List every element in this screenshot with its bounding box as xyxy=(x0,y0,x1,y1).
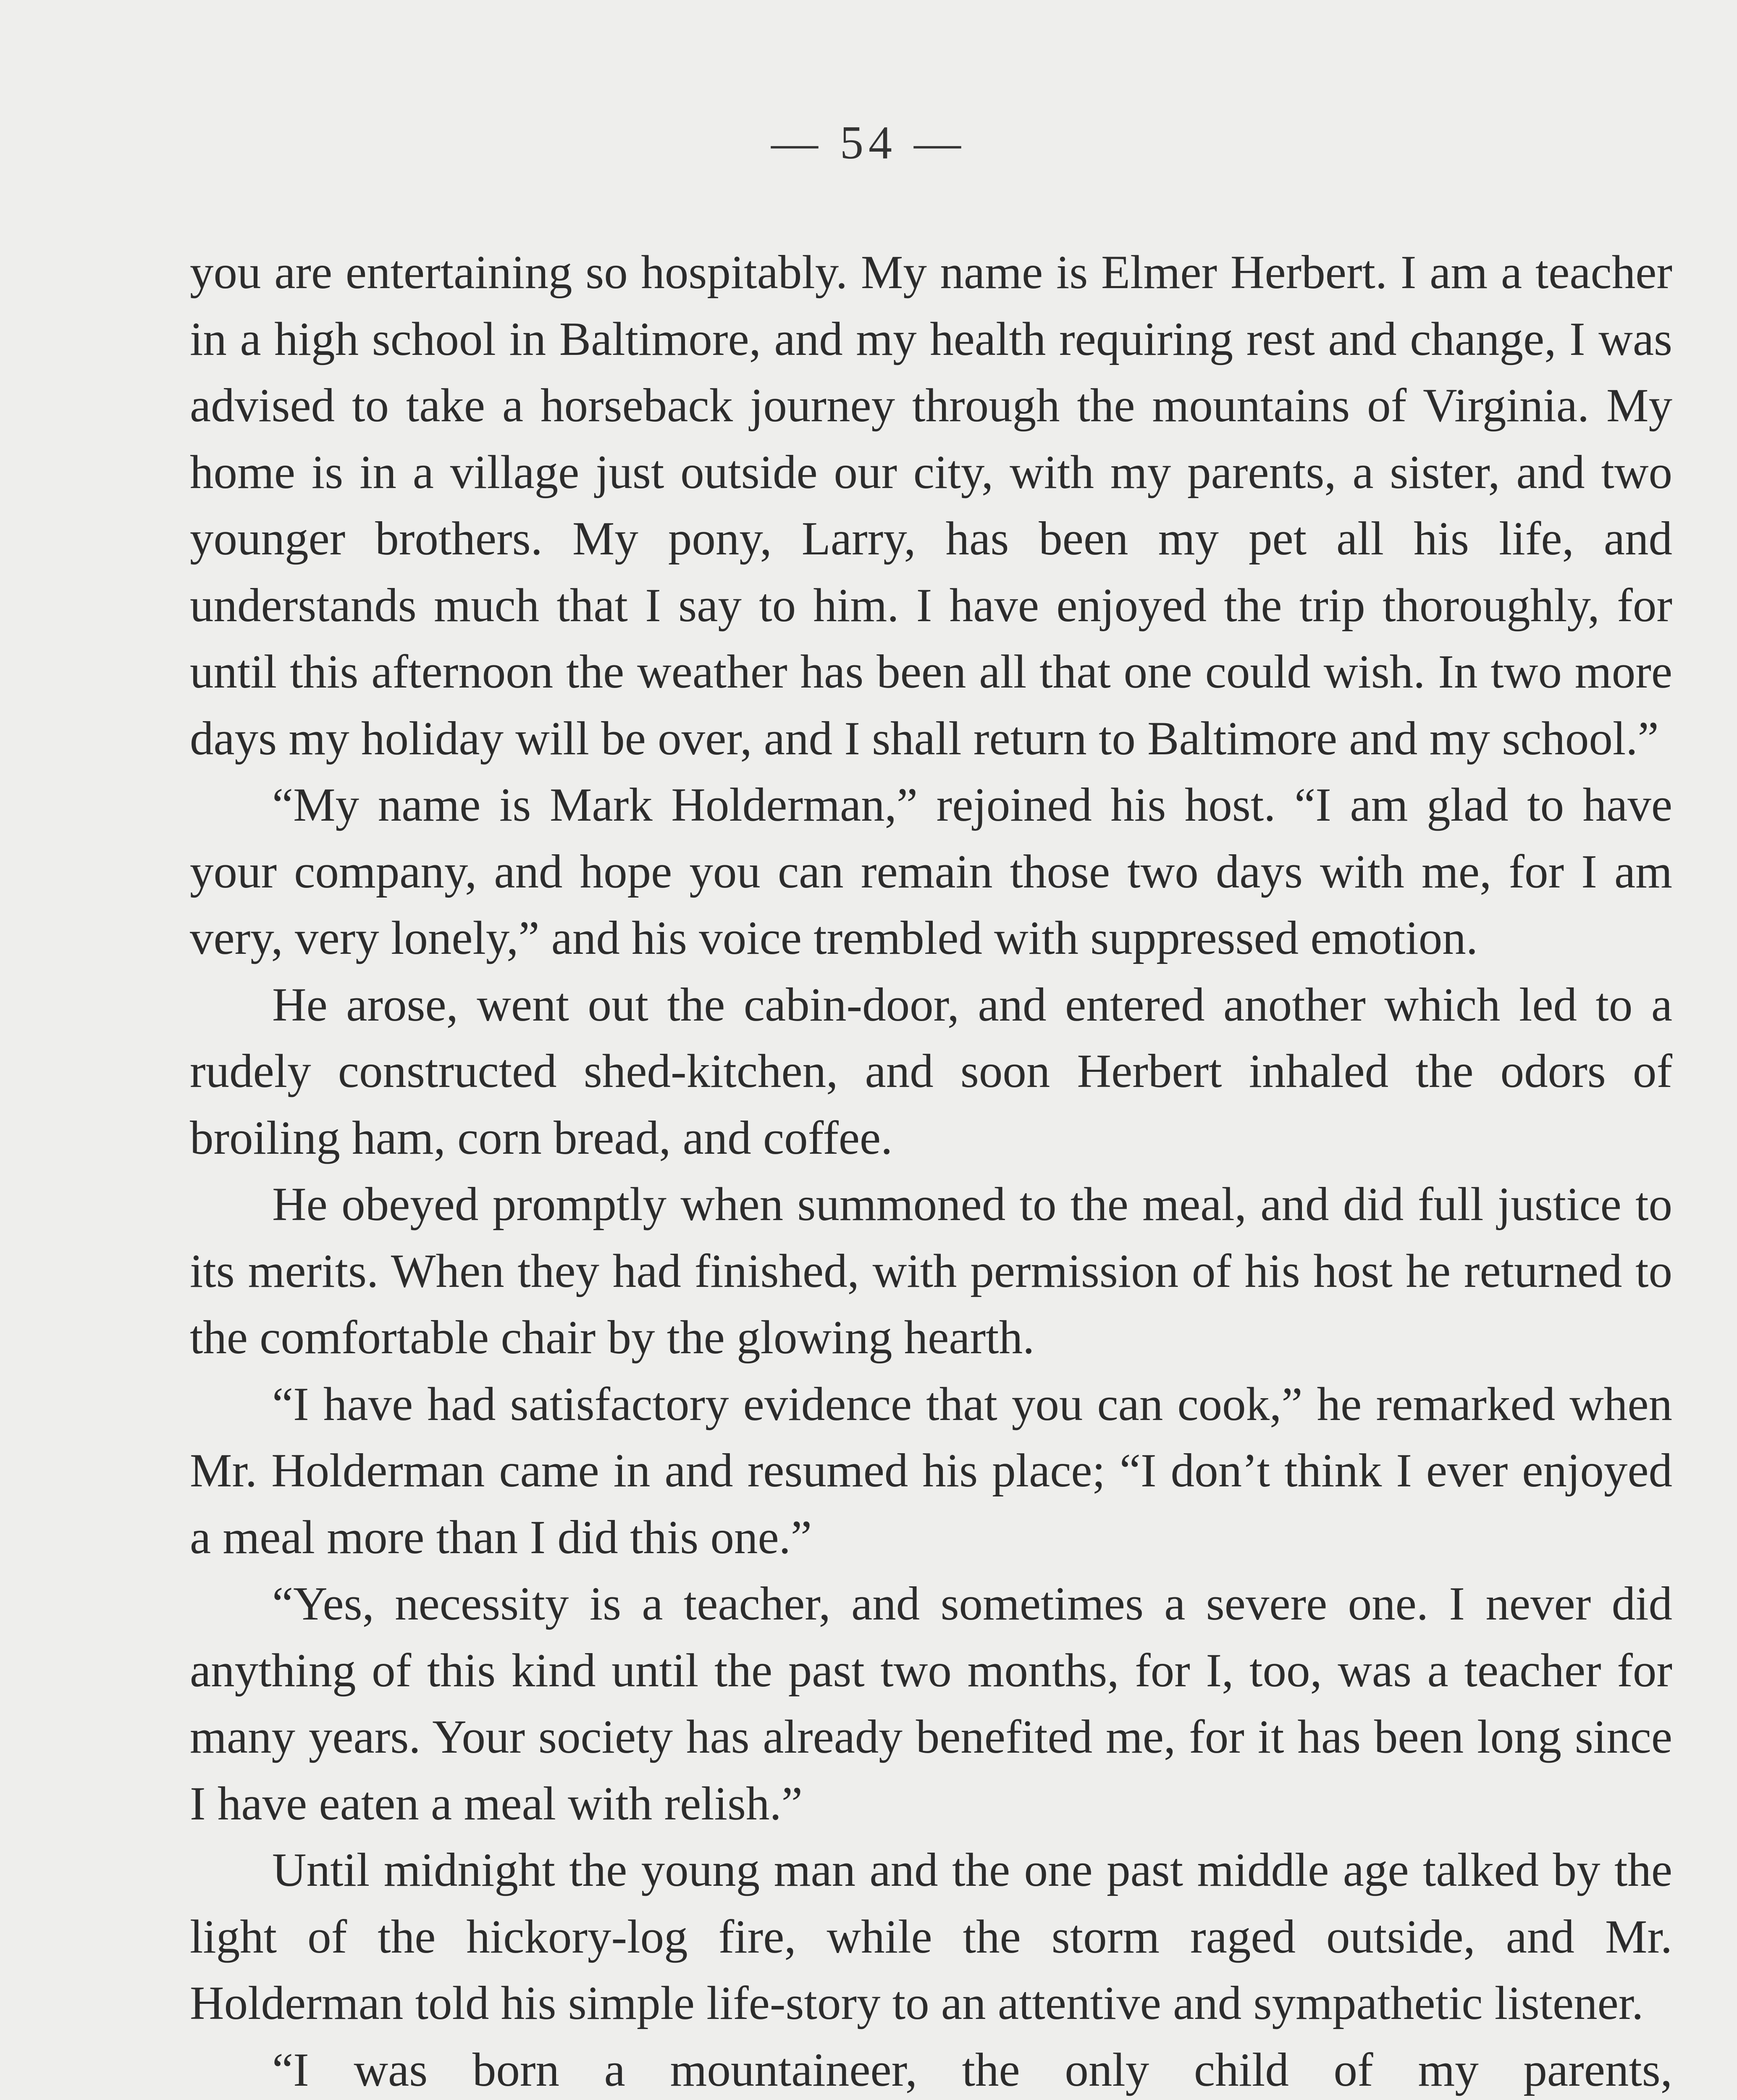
paragraph: “My name is Mark Holderman,” rejoined his host. “I am glad to have your company, and hope you can remain those two days with me, for I am very, very lonely,” and his voice trembled with suppressed emotion. xyxy=(190,779,1672,964)
paragraph: Until midnight the young man and the one past middle age talked by the light of the hickory-log fire, while the storm raged outside, and Mr. Holderman told his simple life-story to an attentive and sympathetic listener. xyxy=(190,1844,1672,2029)
paragraph: “Yes, necessity is a teacher, and sometimes a severe one. I never did anything of this kind until the past two months, for I, too, was a teacher for many years. Your society has already benefited me, for it has been long since I have eaten a meal with relish.” xyxy=(190,1578,1672,1830)
paragraph: He obeyed promptly when summoned to the meal, and did full justice to its merits. When they had finished, with permission of his host he returned to the comfortable chair by the glowing hearth. xyxy=(190,1178,1672,1364)
paragraph: “I was born a mountaineer, the only child of my parents, xyxy=(272,2043,1672,2096)
paragraph: He arose, went out the cabin-door, and entered another which led to a rudely constructed shed-kitchen, and soon Herbert inhaled the odors of broiling ham, corn bread, and coffee. xyxy=(190,978,1672,1164)
body-text xyxy=(190,239,1672,2100)
paragraph: “I have had satisfactory evidence that you can cook,” he remarked when Mr. Holderman came in and resumed his place; “I don’t think I ever enjoyed a meal more than I did this one.” xyxy=(190,1378,1672,1564)
paragraph-continuation: you are entertaining so hospitably. My name is Elmer Herbert. I am a teacher in a high school in Baltimore, and my health requiring rest and change, I was advised to take a horseback journey through the mountains of Virginia. My home is in a village just outside our city, with my parents, a sister, and two younger brothers. My pony, Larry, has been my pet all his life, and understands much that I say to him. I have enjoyed the trip thoroughly, for until this afternoon the weather has been all that one could wish. In two more days my holiday will be over, and I shall return to Baltimore and my school.” xyxy=(190,246,1672,765)
page-number: — 54 — xyxy=(771,117,966,169)
